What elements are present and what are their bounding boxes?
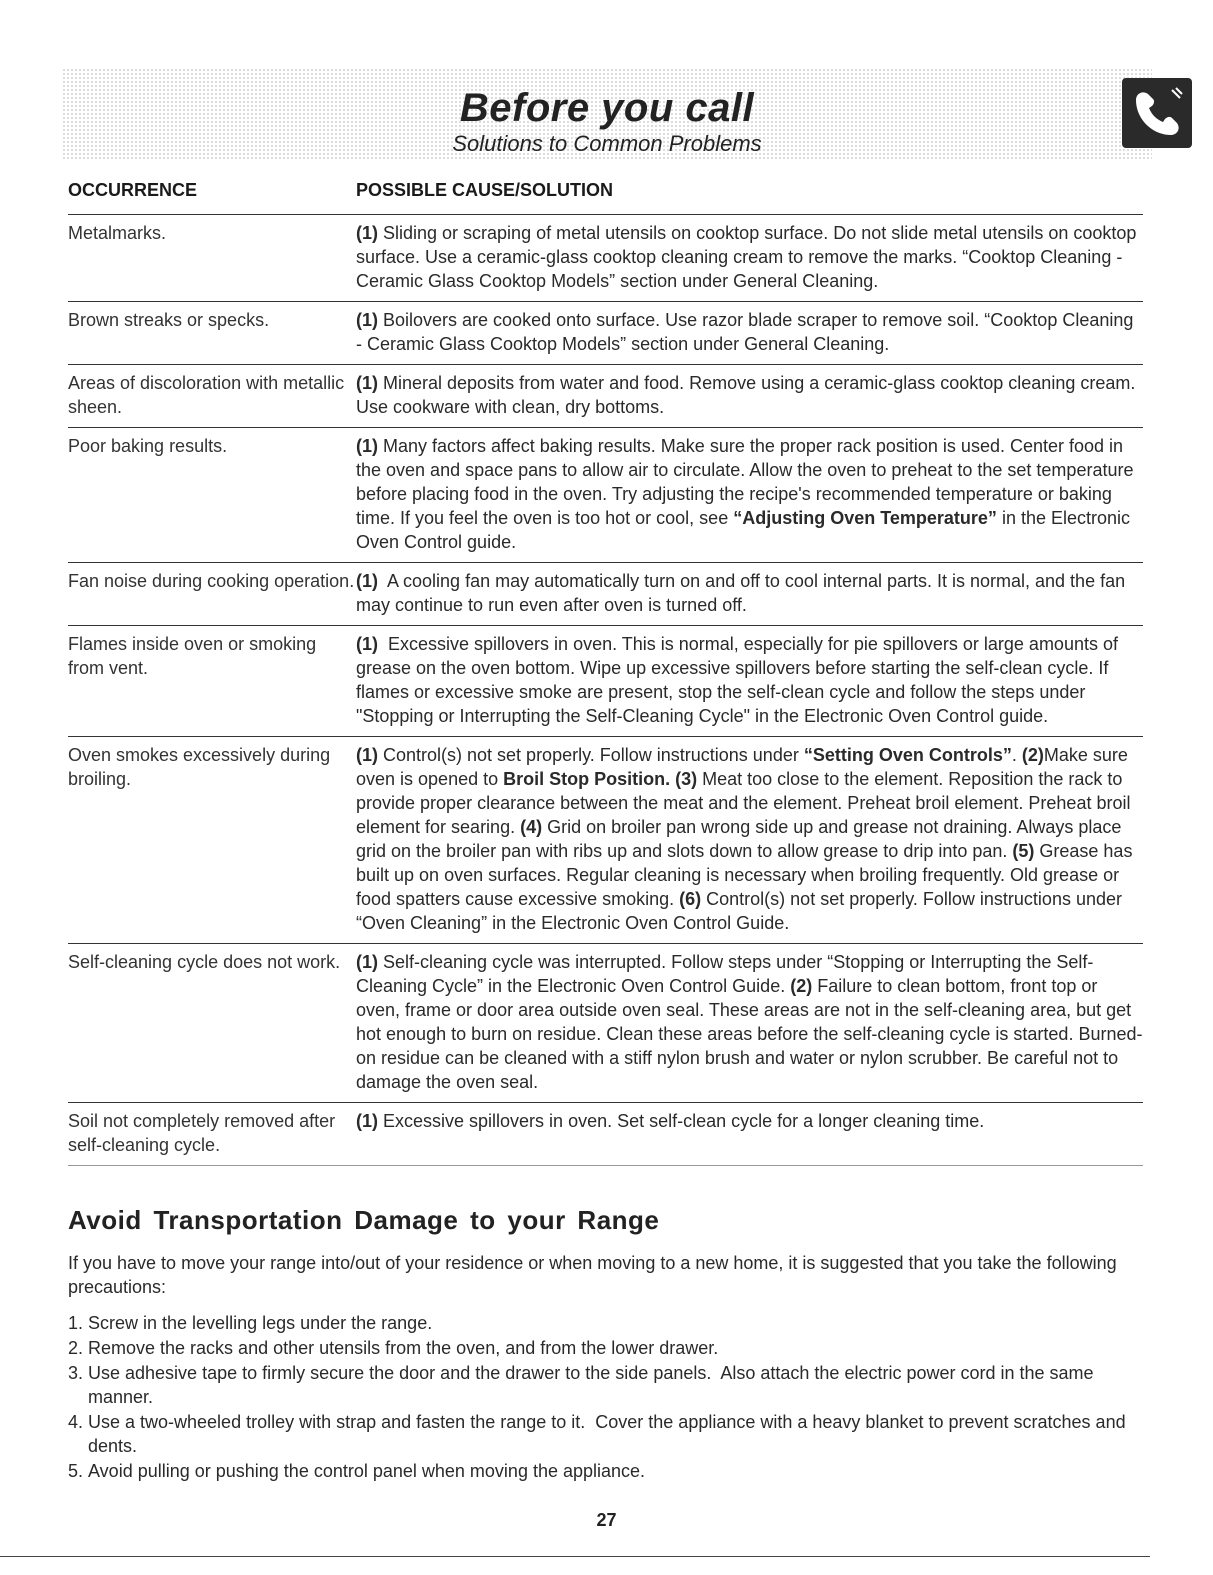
list-item-number: 3. xyxy=(68,1363,84,1383)
solution-emphasis: (1) xyxy=(356,571,378,591)
solution-text: Make sure oven is opened to xyxy=(356,745,1133,789)
occurrence-cell: Poor baking results. xyxy=(68,436,228,456)
solution-emphasis: (1) xyxy=(356,745,378,765)
solution-emphasis: (1) xyxy=(356,1111,378,1131)
table-row xyxy=(68,736,1143,943)
list-item xyxy=(68,1361,1143,1409)
list-item xyxy=(68,1459,1143,1483)
solution-cell xyxy=(356,308,1143,356)
section-title: Avoid Transportation Damage to your Range xyxy=(68,1205,660,1235)
solution-emphasis: (6) xyxy=(679,889,702,909)
solution-emphasis: (1) xyxy=(356,436,378,456)
list-item-number: 5. xyxy=(68,1461,84,1481)
solution-text: A cooling fan may automatically turn on and off to cool internal parts. It is normal, and the fan may continue to run even after oven is turned off. xyxy=(356,571,1131,615)
solution-cell xyxy=(356,950,1143,1094)
solution-emphasis: “Adjusting Oven Temperature” xyxy=(733,508,997,528)
solution-text: Grease has built up on oven surfaces. Regular cleaning is necessary when broiling frequently. Old grease or food spatters cause excessive smoking. xyxy=(356,841,1138,909)
solution-cell xyxy=(356,221,1143,293)
table-header xyxy=(68,180,1143,210)
solution-emphasis: Broil Stop Position. xyxy=(503,769,671,789)
solution-cell xyxy=(356,632,1143,728)
solution-emphasis: (5) xyxy=(1012,841,1035,861)
solution-text: Control(s) not set properly. Follow instructions under “Oven Cleaning” in the Electronic Oven Control Guide. xyxy=(356,889,1128,933)
list-item xyxy=(68,1311,1143,1335)
table-row xyxy=(68,1102,1143,1166)
list-item-number: 2. xyxy=(68,1338,84,1358)
solution-header: POSSIBLE CAUSE/SOLUTION xyxy=(356,180,614,200)
list-item-text: Use a two-wheeled trolley with strap and fasten the range to it. Cover the appliance with a heavy blanket to prevent scratches and dents. xyxy=(88,1412,1131,1456)
list-item xyxy=(68,1336,1143,1360)
solution-cell xyxy=(356,743,1143,935)
solution-text: in the Electronic Oven Control guide. xyxy=(356,508,1136,552)
occurrence-cell: Self-cleaning cycle does not work. xyxy=(68,952,341,972)
list-item xyxy=(68,1410,1143,1458)
occurrence-cell: Oven smokes excessively during broiling. xyxy=(68,745,331,789)
table-row xyxy=(68,364,1143,427)
solution-emphasis: (3) xyxy=(675,769,698,789)
solution-text: Control(s) not set properly. Follow instructions under xyxy=(378,745,804,765)
solution-text: Sliding or scraping of metal utensils on cooktop surface. Do not slide metal utensils on cooktop surface. Use a ceramic-glass cooktop cleaning cream to remove the marks. “Cooktop Cleaning - Ceramic Glass Cooktop Models” section under General Cleaning. xyxy=(356,223,1142,291)
solution-emphasis: (1) xyxy=(356,310,378,330)
solution-emphasis: (1) xyxy=(356,952,378,972)
table-row xyxy=(68,943,1143,1102)
table-row xyxy=(68,562,1143,625)
page-subtitle: Solutions to Common Problems xyxy=(452,131,762,156)
intro-paragraph: If you have to move your range into/out of your residence or when moving to a new home, it is suggested that you take the following precautions: xyxy=(68,1253,1117,1297)
phone-icon xyxy=(1122,78,1192,148)
list-item-text: Remove the racks and other utensils from the oven, and from the lower drawer. xyxy=(88,1338,719,1358)
solution-emphasis: (2) xyxy=(790,976,813,996)
occurrence-cell: Brown streaks or specks. xyxy=(68,310,270,330)
solution-text: Meat too close to the element. Reposition the rack to provide proper clearance between the meat and the element. Preheat broil element. Preheat broil element for searing. xyxy=(356,769,1136,837)
page-title: Before you call xyxy=(459,86,755,130)
troubleshooting-table xyxy=(68,214,1143,1166)
solution-emphasis: (1) xyxy=(356,223,378,243)
solution-text: Self-cleaning cycle was interrupted. Follow steps under “Stopping or Interrupting the Self-Cleaning Cycle” in the Electronic Oven Control Guide. xyxy=(356,952,1094,996)
list-item-text: Avoid pulling or pushing the control panel when moving the appliance. xyxy=(88,1461,646,1481)
solution-cell xyxy=(356,371,1143,419)
occurrence-cell: Flames inside oven or smoking from vent. xyxy=(68,634,317,678)
table-row xyxy=(68,301,1143,364)
table-row xyxy=(68,625,1143,736)
solution-emphasis: (2) xyxy=(1021,745,1044,765)
divider xyxy=(0,1556,1150,1557)
solution-text: Boilovers are cooked onto surface. Use razor blade scraper to remove soil. “Cooktop Cleaning - Ceramic Glass Cooktop Models” section under General Cleaning. xyxy=(356,310,1139,354)
solution-text: Many factors affect baking results. Make sure the proper rack position is used. Center food in the oven and space pans to allow air to circulate. Allow the oven to preheat to the set temperature before placing food in the oven. Try adjusting the recipe's recommended temperature or baking time. If you feel the oven is too hot or cool, see xyxy=(356,436,1139,528)
table-row xyxy=(68,427,1143,562)
solution-cell xyxy=(356,434,1143,554)
solution-text: . xyxy=(1011,745,1022,765)
solution-text: Failure to clean bottom, front top or oven, frame or door area outside oven seal. These areas are not in the self-cleaning area, but get hot enough to burn on residue. Clean these areas before the self-cleaning cycle is started. Burned-on residue can be cleaned with a stiff nylon brush and water or nylon scrubber. Be careful not to damage the oven seal. xyxy=(356,976,1143,1092)
solution-text: Grid on broiler pan wrong side up and grease not draining. Always place grid on the broiler pan with ribs up and slots down to allow grease to drip into pan. xyxy=(356,817,1127,861)
precautions-list xyxy=(68,1311,1143,1484)
header-banner xyxy=(62,68,1152,160)
solution-cell xyxy=(356,569,1143,617)
solution-cell xyxy=(356,1109,1143,1157)
occurrence-cell: Metalmarks. xyxy=(68,223,167,243)
solution-emphasis: “Setting Oven Controls” xyxy=(803,745,1012,765)
solution-emphasis: (1) xyxy=(356,634,378,654)
solution-text: Excessive spillovers in oven. Set self-clean cycle for a longer cleaning time. xyxy=(378,1111,985,1131)
list-item-number: 1. xyxy=(68,1313,84,1333)
page-number: 27 xyxy=(596,1510,617,1530)
solution-text: Mineral deposits from water and food. Remove using a ceramic-glass cooktop cleaning cream. Use cookware with clean, dry bottoms. xyxy=(356,373,1141,417)
occurrence-cell: Soil not completely removed after self-cleaning cycle. xyxy=(68,1111,336,1155)
table-row xyxy=(68,214,1143,301)
solution-emphasis: (4) xyxy=(520,817,543,837)
list-item-text: Use adhesive tape to firmly secure the door and the drawer to the side panels. Also attach the electric power cord in the same manner. xyxy=(88,1363,1099,1407)
occurrence-cell: Fan noise during cooking operation. xyxy=(68,571,355,591)
occurrence-header: OCCURRENCE xyxy=(68,180,198,200)
occurrence-cell: Areas of discoloration with metallic sheen. xyxy=(68,373,345,417)
list-item-number: 4. xyxy=(68,1412,84,1432)
solution-text: Excessive spillovers in oven. This is normal, especially for pie spillovers or large amounts of grease on the oven bottom. Wipe up excessive spillovers before starting the self-clean cycle. If flames or excessive smoke are present, stop the self-clean cycle and follow the steps under "Stopping or Interrupting the Self-Cleaning Cycle" in the Electronic Oven Control guide. xyxy=(356,634,1123,726)
solution-emphasis: (1) xyxy=(356,373,378,393)
list-item-text: Screw in the levelling legs under the range. xyxy=(88,1313,433,1333)
